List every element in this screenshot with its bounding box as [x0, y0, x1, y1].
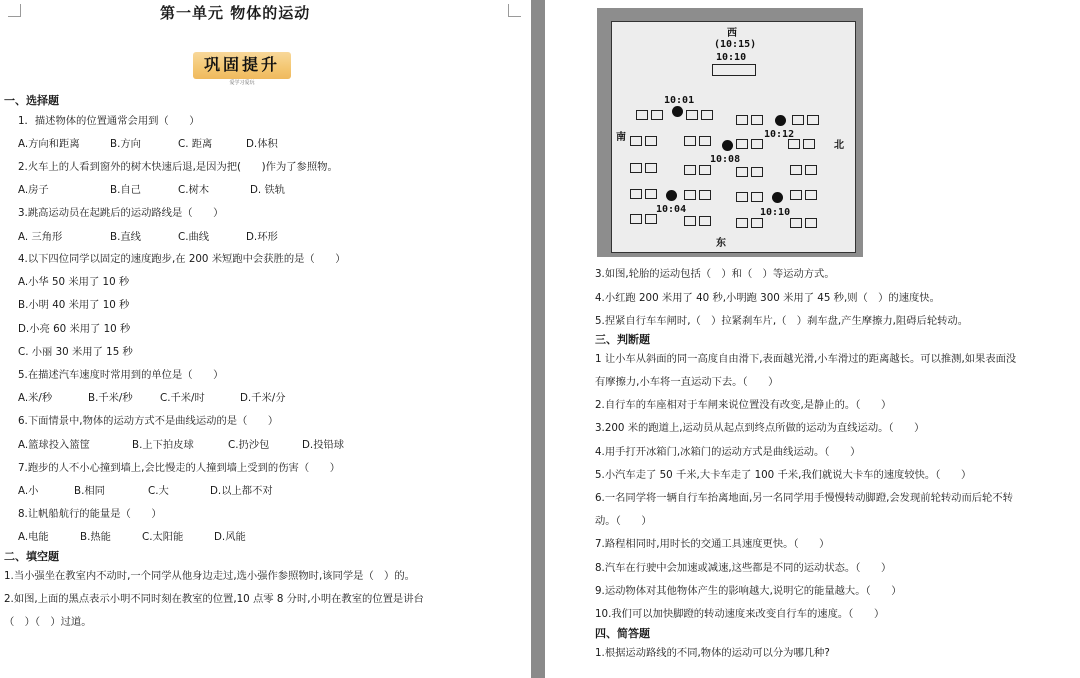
option-7c: C.大	[148, 485, 169, 497]
position-dot	[672, 106, 683, 117]
desk	[736, 218, 764, 230]
question-1: 1．描述物体的位置通常会用到（ ）	[18, 115, 200, 127]
option-2c: C.树木	[178, 184, 210, 196]
option-1d: D.体积	[246, 138, 278, 150]
desk	[636, 110, 664, 122]
judge-question-4: 4.用手打开冰箱门,冰箱门的运动方式是曲线运动。（ ）	[595, 446, 861, 458]
section-heading-short-answer: 四、简答题	[595, 627, 650, 640]
judge-question-1-cont: 有摩擦力,小车将一直运动下去。（ ）	[595, 376, 779, 388]
option-4b: B.小明 40 米用了 10 秒	[18, 299, 130, 311]
judge-question-10: 10.我们可以加快脚蹬的转动速度来改变自行车的速度。（ ）	[595, 608, 885, 620]
desk	[684, 136, 712, 148]
section-heading-fill: 二、填空题	[4, 550, 59, 563]
podium	[712, 64, 756, 76]
time-1004: 10:04	[656, 204, 687, 215]
judge-question-8: 8.汽车在行驶中会加速或减速,这些都是不同的运动状态。（ ）	[595, 562, 892, 574]
time-1012: 10:12	[764, 129, 795, 140]
question-8: 8.让帆船航行的能量是（ ）	[18, 508, 162, 520]
time-1010: 10:10	[760, 207, 791, 218]
option-8a: A.电能	[18, 531, 49, 543]
judge-question-9: 9.运动物体对其他物体产生的影响越大,说明它的能量越大。（ ）	[595, 585, 902, 597]
desk	[792, 115, 820, 127]
option-4a: A.小华 50 米用了 10 秒	[18, 276, 130, 288]
classroom-diagram-photo	[597, 8, 863, 257]
judge-question-6: 6.一名同学将一辆自行车抬离地面,另一名同学用手慢慢转动脚蹬,会发现前轮转动而后轮不转	[595, 492, 1013, 504]
fill-question-3: 3.如图,轮胎的运动包括（ ）和（ ）等运动方式。	[595, 268, 835, 280]
option-1a: A.方向和距离	[18, 138, 80, 150]
position-dot	[722, 140, 733, 151]
option-2d: D. 铁轨	[250, 184, 286, 196]
question-5: 5.在描述汽车速度时常用到的单位是（ ）	[18, 369, 224, 381]
option-6b: B.上下拍皮球	[132, 439, 194, 451]
section-banner	[193, 52, 291, 79]
label-west: 西	[727, 28, 737, 39]
judge-question-1: 1 让小车从斜面的同一高度自由滑下,表面越光滑,小车滑过的距离越长。可以推测,如果表面没	[595, 353, 1017, 365]
position-dot	[775, 115, 786, 126]
judge-question-5: 5.小汽车走了 50 千米,大卡车走了 100 千米,我们就说大卡车的速度较快。（ ）	[595, 469, 972, 481]
option-8c: C.太阳能	[142, 531, 184, 543]
question-2: 2.火车上的人看到窗外的树木快速后退,是因为把( )作为了参照物。	[18, 161, 338, 173]
fill-question-5: 5.捏紧自行车车闸时,（ ）拉紧刹车片,（ ）刹车盘,产生摩擦力,阻碍后轮转动。	[595, 315, 969, 327]
judge-question-7: 7.路程相同时,用时长的交通工具速度更快。（ ）	[595, 538, 830, 550]
option-6a: A.篮球投入篮筐	[18, 439, 90, 451]
desk	[630, 136, 658, 148]
fill-question-2-cont: （ ）（ ）过道。	[4, 616, 92, 628]
option-4d: D.小亮 60 米用了 10 秒	[18, 323, 131, 335]
classroom-diagram	[611, 21, 856, 253]
section-heading-judge: 三、判断题	[595, 333, 650, 346]
podium-time: 10:10	[716, 52, 747, 63]
short-answer-1: 1.根据运动路线的不同,物体的运动可以分为哪几种?	[595, 647, 830, 659]
page-title: 第一单元 物体的运动	[160, 4, 311, 22]
option-4c: C. 小丽 30 米用了 15 秒	[18, 346, 133, 358]
question-7: 7.跑步的人不小心撞到墙上,会比慢走的人撞到墙上受到的伤害（ ）	[18, 462, 341, 474]
option-5b: B.千米/秒	[88, 392, 133, 404]
option-6d: D.投铅球	[302, 439, 345, 451]
option-3d: D.环形	[246, 231, 278, 243]
fill-question-2: 2.如图,上面的黑点表示小明不同时刻在教室的位置,10 点零 8 分时,小明在教室的位置是讲台	[4, 593, 424, 605]
time-1008: 10:08	[710, 154, 741, 165]
desk	[790, 218, 818, 230]
desk	[684, 216, 712, 228]
option-3c: C.曲线	[178, 231, 210, 243]
option-1b: B.方向	[110, 138, 141, 150]
judge-question-2: 2.自行车的车座相对于车闸来说位置没有改变,是静止的。（ ）	[595, 399, 892, 411]
option-8b: B.热能	[80, 531, 111, 543]
desk	[736, 139, 764, 151]
desk	[736, 115, 764, 127]
banner-subtitle: 爱学习爱玩	[229, 80, 255, 86]
document-page-left	[0, 0, 531, 678]
judge-question-3: 3.200 米的跑道上,运动员从起点到终点所做的运动为直线运动。（ ）	[595, 422, 925, 434]
label-west-time: (10:15)	[714, 39, 757, 50]
judge-question-6-cont: 动。（ ）	[595, 515, 652, 527]
question-6: 6.下面情景中,物体的运动方式不是曲线运动的是（ ）	[18, 415, 279, 427]
banner-text: 巩固提升	[203, 55, 280, 74]
label-south: 南	[616, 132, 626, 143]
desk	[736, 192, 764, 204]
option-2b: B.自己	[110, 184, 141, 196]
question-3: 3.跳高运动员在起跳后的运动路线是（ ）	[18, 207, 224, 219]
position-dot	[666, 190, 677, 201]
option-7a: A.小	[18, 485, 39, 497]
fill-question-4: 4.小红跑 200 米用了 40 秒,小明跑 300 米用了 45 秒,则（ ）的速度快。	[595, 292, 940, 304]
desk	[790, 190, 818, 202]
option-3a: A. 三角形	[18, 231, 63, 243]
time-1001: 10:01	[664, 95, 695, 106]
desk	[736, 167, 764, 179]
option-3b: B.直线	[110, 231, 141, 243]
desk	[788, 139, 816, 151]
option-5c: C.千米/时	[160, 392, 205, 404]
desk	[630, 214, 658, 226]
option-5d: D.千米/分	[240, 392, 286, 404]
desk	[686, 110, 714, 122]
section-heading-choice: 一、选择题	[4, 94, 59, 107]
question-4: 4.以下四位同学以固定的速度跑步,在 200 米短跑中会获胜的是（ ）	[18, 253, 346, 265]
position-dot	[772, 192, 783, 203]
desk	[630, 189, 658, 201]
option-8d: D.风能	[214, 531, 246, 543]
desk	[630, 163, 658, 175]
page-corner-mark	[508, 4, 521, 17]
desk	[684, 190, 712, 202]
fill-question-1: 1.当小强坐在教室内不动时,一个同学从他身边走过,选小强作参照物时,该同学是（ ）的。	[4, 570, 415, 582]
label-east: 东	[716, 238, 726, 249]
desk	[790, 165, 818, 177]
option-7d: D.以上都不对	[210, 485, 273, 497]
option-5a: A.米/秒	[18, 392, 53, 404]
option-2a: A.房子	[18, 184, 49, 196]
option-6c: C.扔沙包	[228, 439, 270, 451]
option-1c: C. 距离	[178, 138, 213, 150]
document-page-right	[545, 0, 1080, 678]
label-north: 北	[834, 140, 844, 151]
desk	[684, 165, 712, 177]
option-7b: B.相同	[74, 485, 105, 497]
page-corner-mark	[8, 4, 21, 17]
